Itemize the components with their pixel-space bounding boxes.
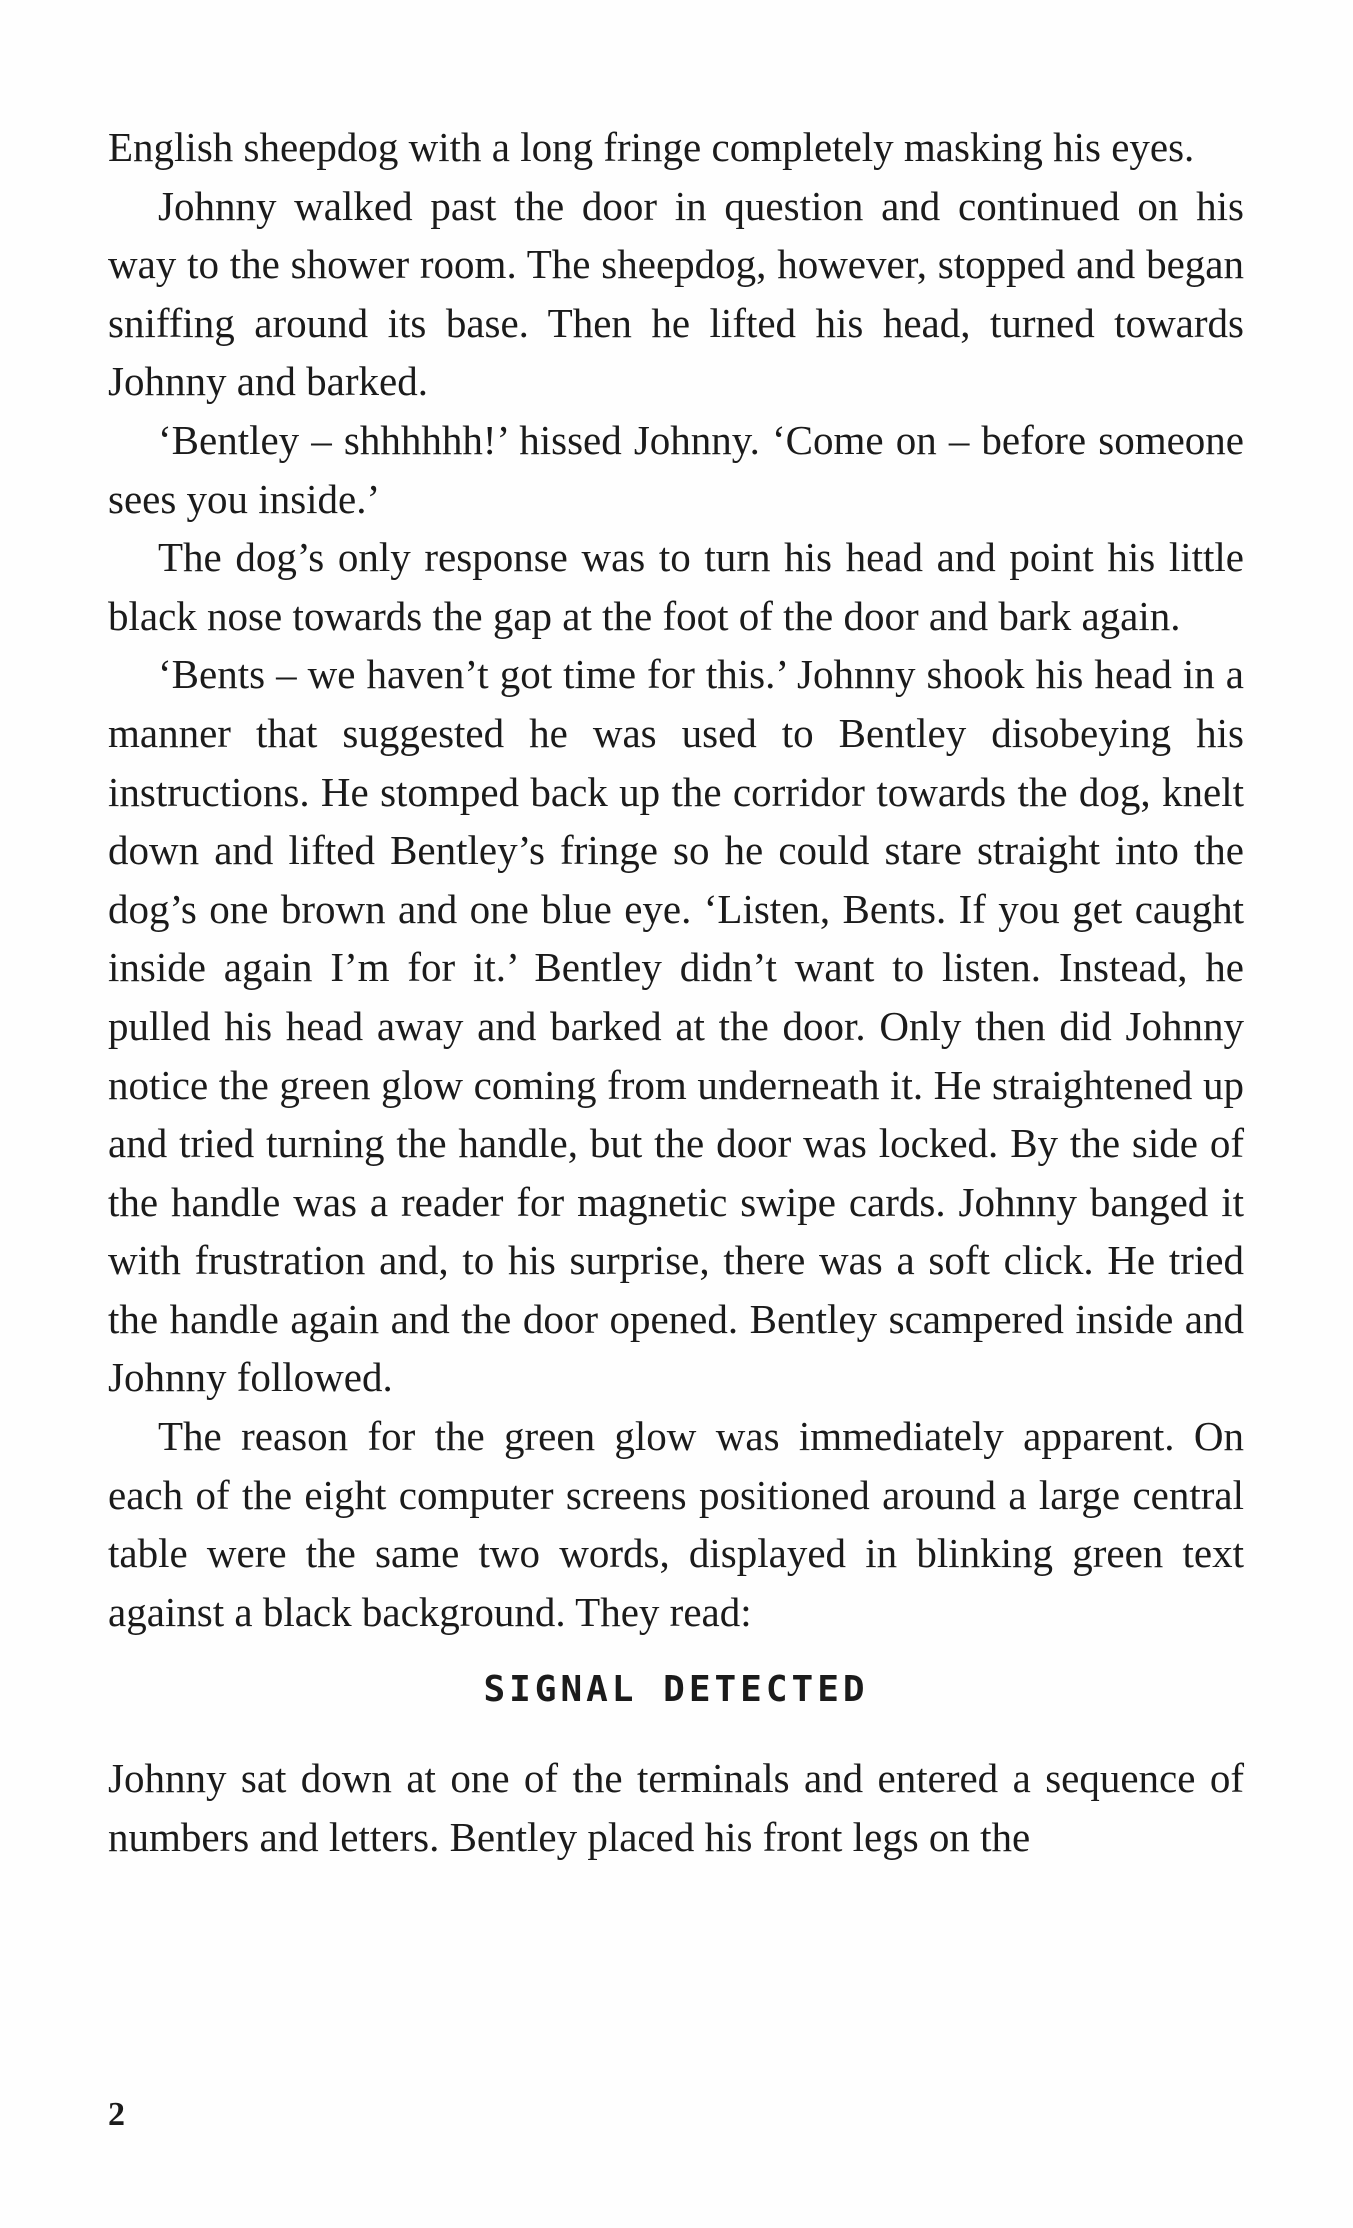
- paragraph-5: ‘Bents – we haven’t got time for this.’ Johnny shook his head in a manner that suggested he was used to Bentley disobeying his instructions. He stomped back up the corridor towards the dog, knelt down and lifted Bentley’s fringe so he could stare straight into the dog’s one brown and one blue eye. ‘Listen, Bents. If you get caught inside again I’m for it.’ Bentley didn’t want to listen. Instead, he pulled his head away and barked at the door. Only then did Johnny notice the green glow coming from underneath it. He straightened up and tried turning the handle, but the door was locked. By the side of the handle was a reader for magnetic swipe cards. Johnny banged it with frustration and, to his surprise, there was a soft click. He tried the handle again and the door opened. Bentley scampered inside and Johnny followed.: [108, 651, 1244, 1401]
- paragraph-final: Johnny sat down at one of the terminals and entered a sequence of numbers and letters. Bentley placed his front legs on the: [108, 1755, 1244, 1861]
- paragraph-6: The reason for the green glow was immediately apparent. On each of the eight computer screens positioned around a large central table were the same two words, displayed in blinking green text against a black background. They read:: [108, 1413, 1244, 1635]
- body-text: [108, 118, 1244, 1867]
- signal-detected-heading: SIGNAL DETECTED: [483, 1669, 869, 1711]
- paragraph-2: Johnny walked past the door in question and continued on his way to the shower room. The sheepdog, however, stopped and began sniffing around its base. Then he lifted his head, turned towards Johnny and barked.: [108, 182, 1244, 405]
- paragraph-4: The dog’s only response was to turn his head and point his little black nose towards the gap at the foot of the door and bark again.: [108, 534, 1244, 639]
- paragraph-3: ‘Bentley – shhhhhh!’ hissed Johnny. ‘Come on – before someone sees you inside.’: [108, 416, 1244, 522]
- paragraph-1: English sheepdog with a long fringe completely masking his eyes.: [108, 124, 1195, 170]
- page-number: 2: [108, 2096, 125, 2133]
